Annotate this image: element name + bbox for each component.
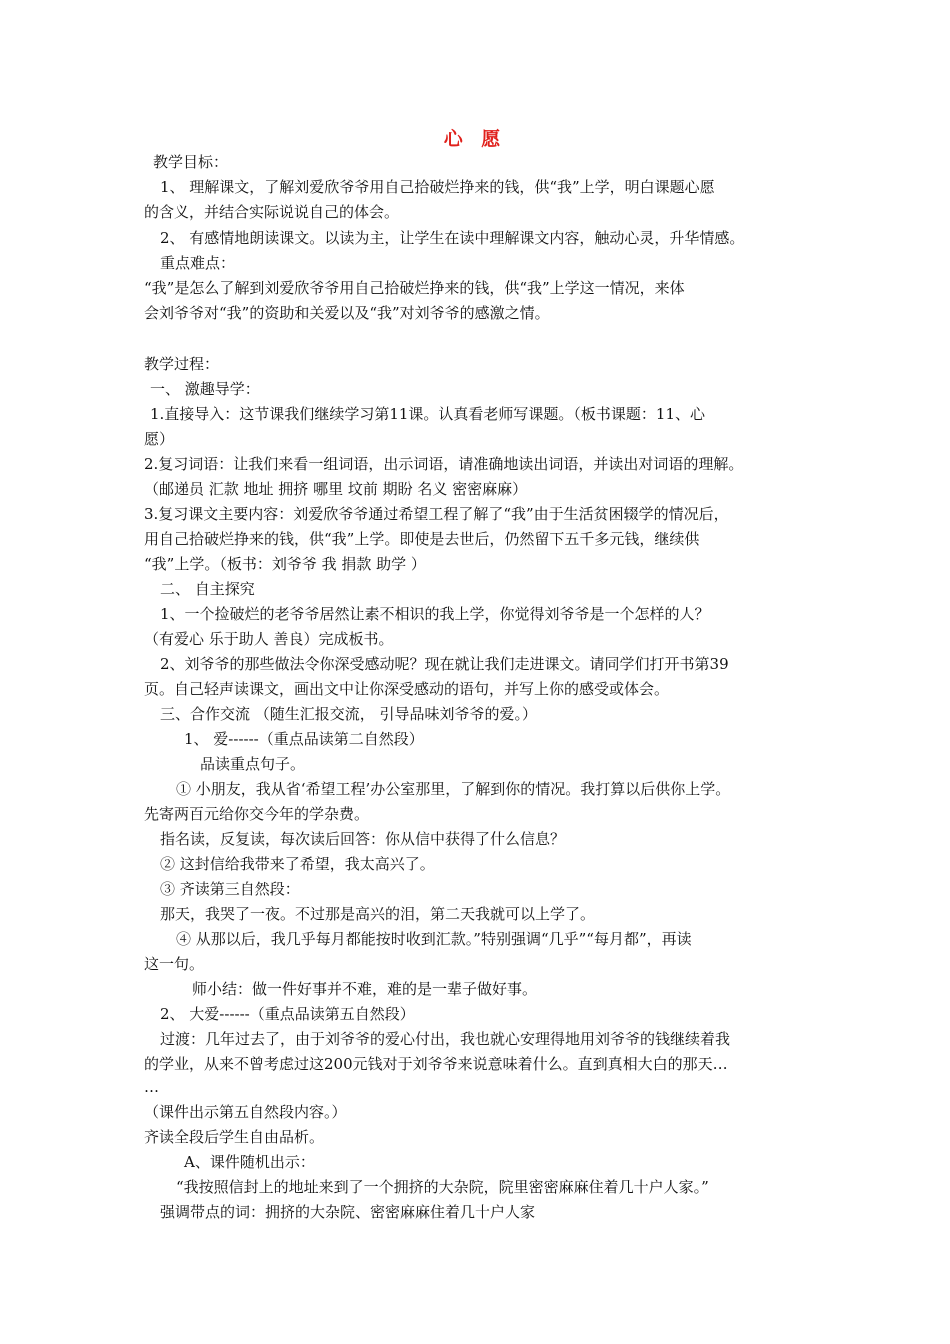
text-line: 那天，我哭了一夜。不过那是高兴的泪，第二天我就可以上学了。 [160,905,596,923]
text-line: （课件出示第五自然段内容。） [144,1103,347,1121]
text-line: 品读重点句子。 [200,755,306,773]
text-line: 这一句。 [144,955,205,973]
text-line: 指名读，反复读，每次读后回答：你从信中获得了什么信息？ [160,830,566,848]
text-line: 教学目标： [153,153,229,171]
text-line: 2、 有感情地朗读课文。以读为主，让学生在读中理解课文内容，触动心灵，升华情感。 [160,229,745,247]
text-line: 会刘爷爷对“我”的资助和关爱以及“我”对刘爷爷的感激之情。 [144,304,550,322]
text-line: 过渡：几年过去了，由于刘爷爷的爱心付出，我也就心安理得地用刘爷爷的钱继续着我 [160,1030,731,1048]
text-line: 1.直接导入：这节课我们继续学习第11课。认真看老师写课题。（板书课题：11、心 [150,405,705,423]
text-line: 一、 激趣导学： [150,380,260,398]
text-line: 2、刘爷爷的那些做法令你深受感动呢？现在就让我们走进课文。请同学们打开书第39 [160,655,729,673]
text-line: 2.复习词语：让我们来看一组词语，出示词语，请准确地读出词语，并读出对词语的理解。 [144,455,744,473]
text-line: （有爱心 乐于助人 善良）完成板书。 [144,630,394,648]
text-line: 教学过程： [144,355,220,373]
text-line: “我”是怎么了解到刘爱欣爷爷用自己拾破烂挣来的钱，供“我”上学这一情况，来体 [144,279,685,297]
text-line: 齐读全段后学生自由品析。 [144,1128,325,1146]
text-line: ④ 从那以后，我几乎每月都能按时收到汇款。”特别强调“几乎”“每月都”，再读 [176,930,692,948]
text-line: （邮递员 汇款 地址 拥挤 哪里 坟前 期盼 名义 密密麻麻） [144,480,528,498]
text-line: 师小结：做一件好事并不难，难的是一辈子做好事。 [192,980,538,998]
text-line: 的学业，从来不曾考虑过这200元钱对于刘爷爷来说意味着什么。直到真相大白的那天… [144,1055,728,1073]
text-line: 先寄两百元给你交今年的学杂费。 [144,805,370,823]
text-line: “我”上学。（板书：刘爷爷 我 捐款 助学 ） [144,555,426,573]
text-line: 二、 自主探究 [160,580,255,598]
text-line: 1、 爱------（重点品读第二自然段） [184,730,424,748]
text-line: 3.复习课文主要内容：刘爱欣爷爷通过希望工程了解了“我”由于生活贫困辍学的情况后， [144,505,729,523]
text-line: A、课件随机出示： [184,1153,315,1171]
text-line: ③ 齐读第三自然段： [160,880,300,898]
text-line: 页。自己轻声读课文，画出文中让你深受感动的语句，并写上你的感受或体会。 [144,680,670,698]
text-line: 用自己拾破烂挣来的钱，供“我”上学。即使是去世后，仍然留下五千多元钱，继续供 [144,530,700,548]
text-line: … [144,1078,159,1096]
document-title: 心 愿 [443,128,507,150]
text-line: 2、 大爱------（重点品读第五自然段） [160,1005,415,1023]
text-line: 愿） [144,430,175,448]
text-line: ① 小朋友，我从省‘希望工程’办公室那里，了解到你的情况。我打算以后供你上学。 [176,780,731,798]
text-line: 1、 理解课文，了解刘爱欣爷爷用自己拾破烂挣来的钱，供“我”上学，明白课题心愿 [160,178,715,196]
text-line: 1、一个捡破烂的老爷爷居然让素不相识的我上学，你觉得刘爷爷是一个怎样的人？ [160,605,710,623]
text-line: 强调带点的词：拥挤的大杂院、密密麻麻住着几十户人家 [160,1203,536,1221]
text-line: “我按照信封上的地址来到了一个拥挤的大杂院，院里密密麻麻住着几十户人家。” [176,1178,709,1196]
text-line: 重点难点： [160,254,236,272]
text-line: ② 这封信给我带来了希望，我太高兴了。 [160,855,435,873]
text-line: 的含义，并结合实际说说自己的体会。 [144,203,400,221]
text-line: 三、合作交流 （随生汇报交流， 引导品味刘爷爷的爱。） [160,705,538,723]
